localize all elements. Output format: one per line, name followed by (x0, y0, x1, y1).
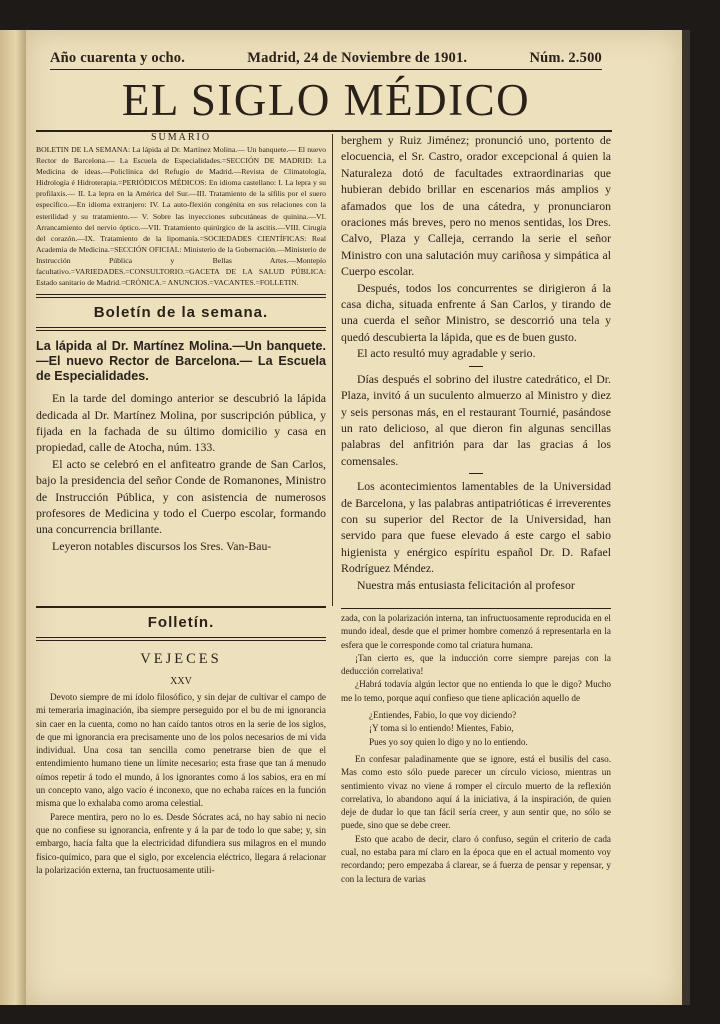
issue-year: Año cuarenta y ocho. (50, 50, 186, 66)
folletin-text-right (341, 612, 611, 886)
verse-block (341, 709, 611, 749)
paragraph: ¡Tan cierto es, que la inducción corre siempre parejas con la deducción correlativa! (341, 652, 611, 677)
paragraph: ¿Habrá todavía algún lector que no entienda lo que le digo? Mucho me lo temo, porque aquí confieso que tiene aplicación aquello de (341, 679, 611, 703)
adjacent-page-edge (0, 30, 26, 1005)
paragraph: Esto que acabo de decir, claro ó confuso, según el criterio de cada cual, no estaba para mí claro en la época que en el actual momento voy recordando; pero empezaba á clarear, se á fuerza de pensar y repensar, y con la lectura de varias (341, 833, 611, 884)
paragraph: El acto se celebró en el anfiteatro grande de San Carlos, bajo la presidencia del señor Conde de Romanones, Ministro de Instrucción Pública, y con asistencia de numerosos profesores de Medicina y todo el Cuerpo escolar, formando una concurrencia brillante. (36, 456, 326, 537)
paragraph: Nuestra más entusiasta felicitación al profesor (357, 577, 575, 592)
paragraph: berghem y Ruiz Jiménez; pronunció uno, portento de elocuencia, el Sr. Castro, orador excepcional á quien la Naturaleza dotó de facultades extraordinarias que hubieran debido brillar en escenarios más amplios y afamados que los de una cátedra, y pronunciaron oraciones más breves, pero no menos sentidas, los Dres. Calvo, Plaza y Calleja, cerrando la serie el señor Ministro con una salutación muy cariñosa y simpática al Cuerpo escolar. (341, 133, 611, 279)
right-column (341, 132, 611, 593)
boletin-body-left (36, 390, 326, 554)
boletin-headline: La lápida al Dr. Martínez Molina.—Un banquete.—El nuevo Rector de Barcelona.— La Escuela de Especialidades. (36, 339, 326, 384)
verse-line: ¿Entiendes, Fabio, lo que voy diciendo? (369, 710, 517, 721)
sumario-text: BOLETIN DE LA SEMANA: La lápida al Dr. Martínez Molina.— Un banquete.— El nuevo Rector de Barcelona.— La Escuela de Especialidades.=SECCIÓN DE MADRID: La Medicina de ideas.—Policlínica del Refugio de Madrid.—Revista de Climatología, Hidrología é Hidroterapia.=PERIÓDICOS MÉDICOS: En idioma castellano: I. La lepra y su profilaxis.— II. La lepra en la América del Sur.—III. Tratamiento de la sífilis por el suero específico.—En idioma extranjero: IV. La auto-flexión congénita en sus relaciones con la esterilidad y su tratamiento.— V. Sobre las inyecciones subcutáneas de quinina.—VI. Arrancamiento del nervio óptico.—VII. Tratamiento quirúrgico de la ascitis.—VIII. Cirugía del corazón.—IX. Tratamiento de la lipomanía.=SOCIEDADES CIENTÍFICAS: Real Academia de Medicina.=SECCIÓN OFICIAL: Ministerio de la Gobernación.—Ministerio de Instrucción Pública y Bellas Artes.—Montepío facultativo.=VARIEDADES.=CONSULTORIO.=GACETA DE LA SALUD PÚBLICA: Estado sanitario de Madrid.=CRÓNICA.= ANUNCIOS.=VACANTES.=FOLLETIN. (36, 145, 326, 288)
issue-date: Madrid, 24 de Noviembre de 1901. (247, 50, 468, 66)
boletin-title: Boletín de la semana. (93, 304, 269, 322)
left-column (36, 132, 326, 554)
chapter-number: XXV (170, 676, 192, 687)
paragraph: En la tarde del domingo anterior se descubrió la lápida dedicada al Dr. Martínez Molina, por suscripción pública, y fijada en la fachada de su último domicilio y casa en propiedad, calle de Atocha, núm. 133. (36, 391, 326, 455)
paragraph: Devoto siempre de mi ídolo filosófico, y sin dejar de cultivar el campo de mi temeraria imaginación, iba siempre perseguido por el bu de mi ignorancia sin caer en la cuenta, como no han caído tantos otros en la serie de los siglos, de que mi ignorancia era precisamente uno de los polos necesarios de mi vida individual. Una cosa tan sencilla como penetrarse bien de que el entendimiento humano tiene un límite necesario; esta frase que tan á menudo oímos repetir á todo el mundo, á los ignorantes como á los sabios, era en mí un concepto vano, algo vacío é inconexo, que no echaba raíces en la función misma que lo exhalaba como aroma celestial. (36, 692, 326, 809)
separator (469, 366, 483, 367)
folletin-rule (341, 608, 611, 609)
folletin-title: Folletín. (147, 614, 215, 631)
paragraph: Los acontecimientos lamentables de la Universidad de Barcelona, y las palabras antipatrióticas é irreverentes con su superior del Rector de la Universidad, han servido para que fuese elevado á este cargo el sabio higienista y enérgico espíritu español Dr. D. Rafael Rodríguez Méndez. (341, 479, 611, 576)
column-divider (332, 134, 333, 606)
folletin-right (341, 612, 611, 886)
paragraph: Después, todos los concurrentes se dirigieron á la casa dicha, situada enfrente á San Carlos, y tirando de una cuerda el señor Ministro, se descorrió una tela y quedó descubierta la lápida, que es de buen gusto. (341, 280, 611, 344)
verse-line: ¡Y toma si lo entiendo! Mientes, Fabio, (369, 723, 514, 734)
page-shadow-edge (682, 30, 690, 1005)
newspaper-title: EL SIGLO MÉDICO (121, 75, 531, 125)
paragraph: Días después el sobrino del ilustre catedrático, el Dr. Plaza, invitó á un suculento almuerzo al Ministro y diez y seis personas más, en el restaurant Tournié, pasándose un rato delicioso, al que dieron fin algunas sencillas palabras del anfitrión para dar las gracias á los comensales. (341, 371, 611, 468)
verse-line: Pues yo soy quien lo digo y no lo entiendo. (369, 736, 528, 747)
separator (469, 473, 483, 474)
masthead-info (50, 50, 602, 67)
section-rule (36, 294, 326, 298)
boletin-body-right (341, 132, 611, 593)
sumario-heading: SUMARIO (150, 132, 212, 143)
folletin-text-left (36, 691, 326, 877)
paragraph: zada, con la polarización interna, tan infructuosamente reproducida en el mundo ideal, desde que el primer hombre comenzó á representarla en la esfera que le corresponde como tal criatura humana. (341, 613, 611, 650)
paragraph: En confesar paladinamente que se ignore, está el busilis del caso. Mas como esto sólo puede parecer un círculo vicioso, mientras un sentimiento vivaz no viene á romper el círculo muerto de la reflexión correlativa, lo abandono aquí á la iniciativa, á la inspiración, de quien deje de dudar lo que tan fácil sería creer, y aun sentir que, no sólo se puede, sino que se debe creer. (341, 753, 611, 831)
paragraph: El acto resultó muy agradable y serio. (357, 346, 536, 361)
paragraph: Leyeron notables discursos los Sres. Van-Bau- (52, 538, 272, 553)
story-title: VEJECES (140, 651, 222, 667)
paragraph: Parece mentira, pero no lo es. Desde Sócrates acá, no hay sabio ni necio que no confiese su ignorancia, enfrente y á la par de todo lo que sabe; y, sin embargo, hacía falta que la electricidad difundiera sus milagros en el mundo físico-químico, para que el siglo, por excelencia eléctrico, llegara á relacionar la polarización externa, tan fructuosamente utili- (36, 811, 326, 875)
section-rule (36, 637, 326, 641)
section-rule (36, 327, 326, 331)
folletin-left (36, 606, 326, 877)
issue-number: Núm. 2.500 (529, 50, 602, 66)
